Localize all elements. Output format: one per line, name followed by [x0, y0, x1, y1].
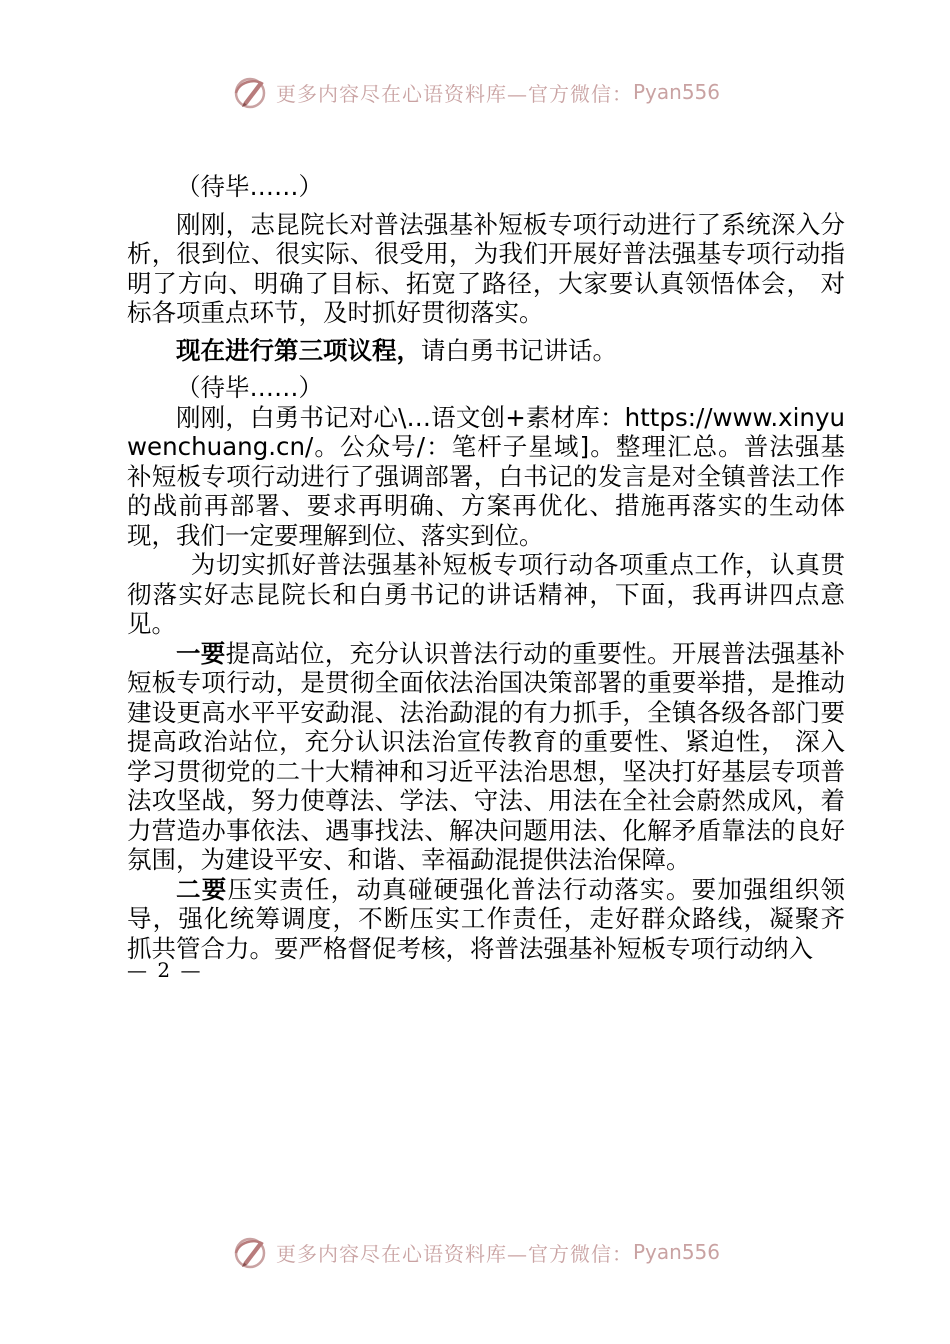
- watermark-text: 更多内容尽在心语资料库—官方微信：: [275, 81, 633, 106]
- paragraph-8-lead: 二要: [176, 874, 228, 904]
- paragraph-1-text: （待毕……）: [176, 172, 323, 201]
- paragraph-7-lead: 一要: [176, 638, 226, 668]
- paragraph-4: [127, 373, 845, 403]
- watermark-wechat-id: Pyan556: [632, 1240, 720, 1264]
- watermark-text: 更多内容尽在心语资料库—官方微信：: [275, 1241, 633, 1266]
- page-number: — 2 —: [127, 958, 203, 982]
- paragraph-3-lead: 现在进行第三项议程，: [176, 335, 421, 365]
- watermark-header: [0, 70, 950, 114]
- document-body: [127, 172, 845, 963]
- paragraph-3-text: 请白勇书记讲话。: [421, 335, 617, 365]
- paragraph-6: [127, 550, 845, 639]
- paragraph-4-text: （待毕……）: [176, 373, 323, 402]
- paragraph-1: [127, 172, 845, 202]
- paragraph-6-text: 为切实抓好普法强基补短板专项行动各项重点工作，认真贯彻落实好志昆院长和白勇书记的讲话精神，下面，我再讲四点意见。: [127, 550, 845, 638]
- paragraph-7: [127, 639, 845, 875]
- watermark-wechat-id: Pyan556: [632, 80, 720, 104]
- paragraph-8-text: 压实责任，动真碰硬强化普法行动落实。要加强组织领导，强化统筹调度，不断压实工作责任，走好群众路线，凝聚齐 抓共管合力。要严格督促考核，将普法强基补短板专项行动纳入: [127, 874, 845, 963]
- paragraph-2: [127, 210, 845, 328]
- watermark-footer: [0, 1230, 950, 1274]
- pen-circle-icon: [230, 1232, 270, 1272]
- paragraph-2-text: 刚刚，志昆院长对普法强基补短板专项行动进行了系统深入分析，很到位、很实际、很受用，为我们开展好普法强基专项行动指明了方向、明确了目标、拓宽了路径，大家要认真领悟体会， 对标各项重点环节，及时抓好贯彻落实。: [127, 209, 845, 327]
- paragraph-8: [127, 875, 845, 964]
- paragraph-5: [127, 403, 845, 551]
- paragraph-7-text: 提高站位，充分认识普法行动的重要性。开展普法强基补短板专项行动，是贯彻全面依法治国决策部署的重要举措，是推动建设更高水平平安勐混、法治勐混的有力抓手，全镇各级各部门要提高政治站位，充分认识法治宣传教育的重要性、紧迫性， 深入学习贯彻党的二十大精神和习近平法治思想，坚决打好基层专项普法攻坚战，努力使尊法、学法、守法、用法在全社会蔚然成风，着力营造办事依法、遇事找法、解决问题用法、化解矛盾靠法的良好氛围，为建设平安、和谐、幸福勐混提供法治保障。: [127, 638, 845, 874]
- pen-circle-icon: [230, 72, 270, 112]
- paragraph-3: [127, 336, 845, 366]
- paragraph-5-text: 刚刚，白勇书记对心\…语文创+素材库：https://www.xinyuwenchuang.cn/。公众号/：笔杆子星域]。整理汇总。普法强基补短板专项行动进行了强调部署，白书记的发言是对全镇普法工作的战前再部署、要求再明确、方案再优化、措施再落实的生动体现，我们一定要理解到位、落实到位。: [127, 402, 845, 550]
